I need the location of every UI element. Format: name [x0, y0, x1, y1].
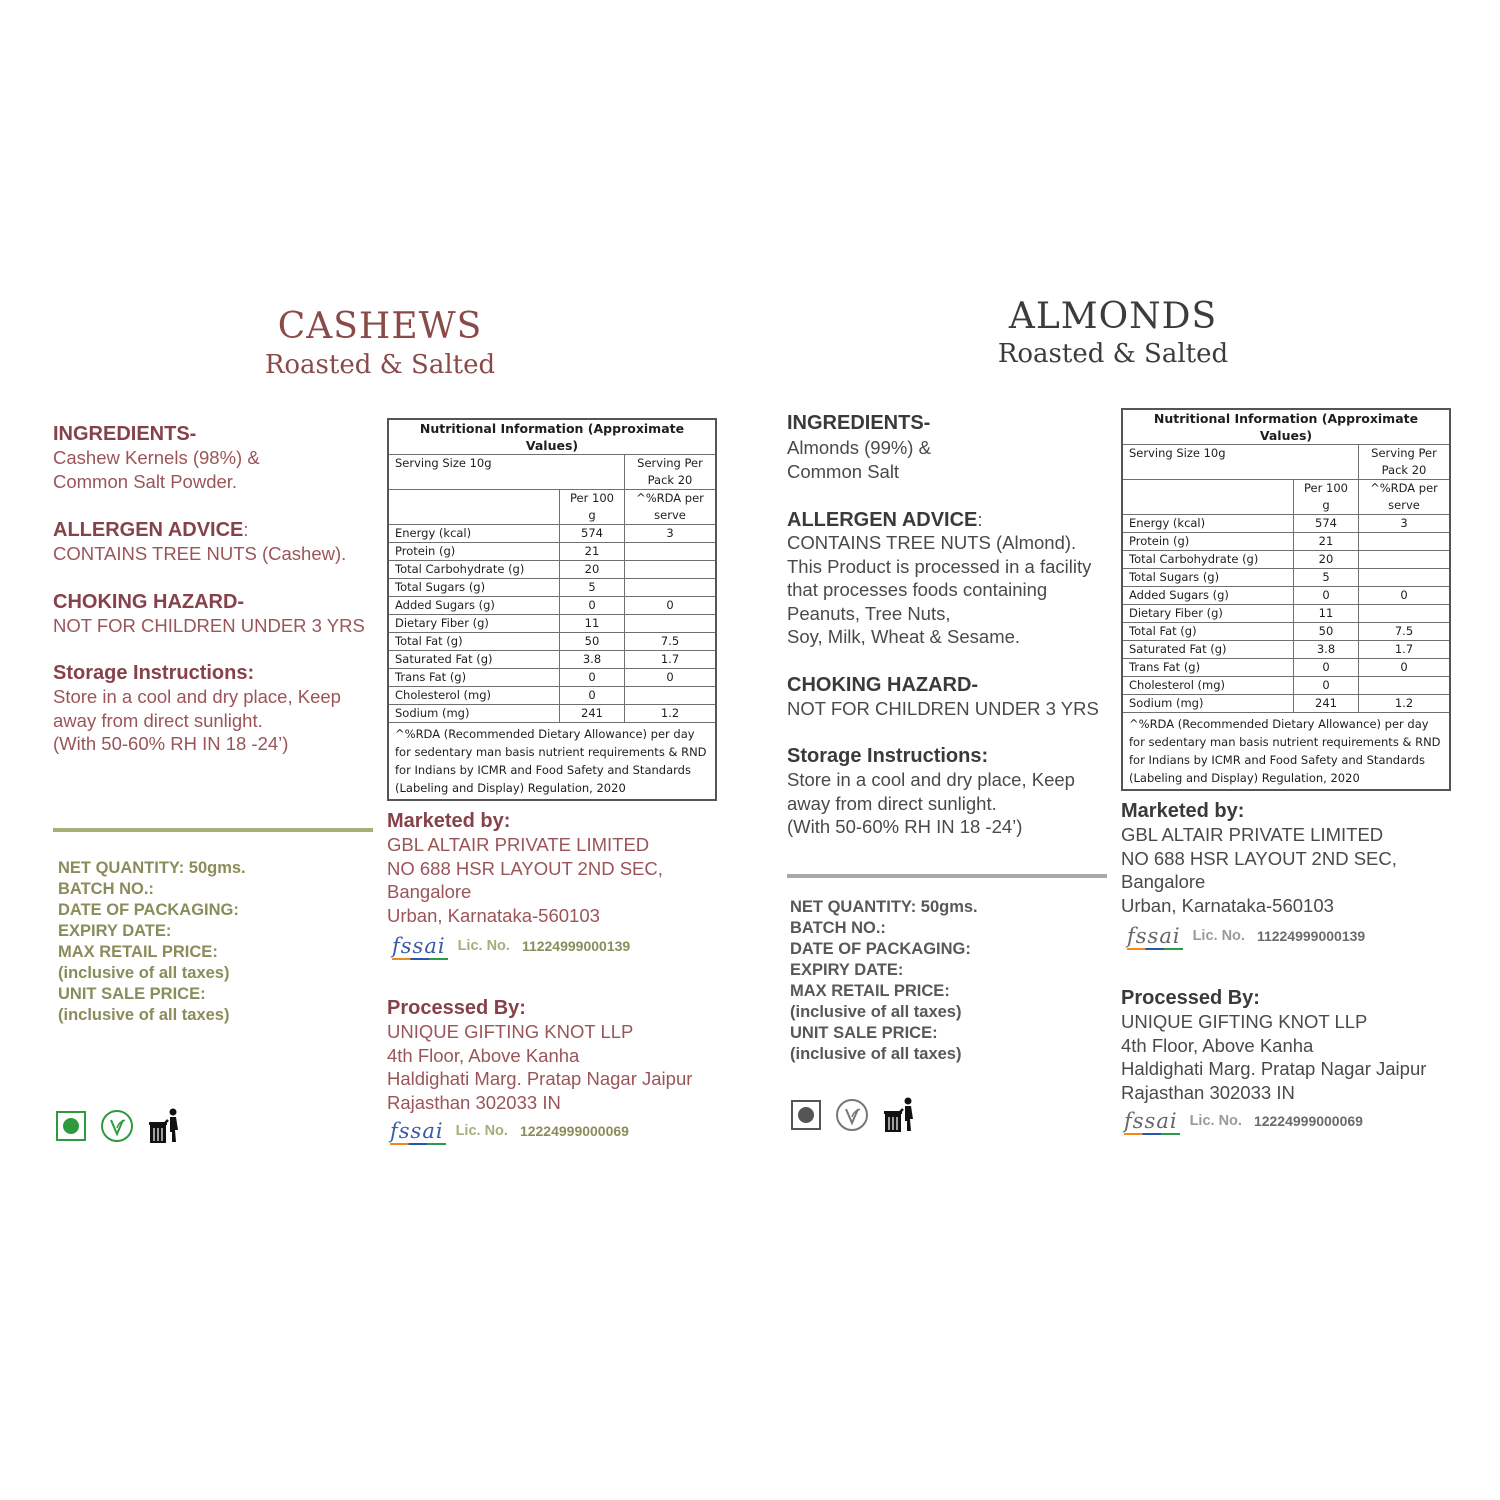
- expiry-date: EXPIRY DATE:: [790, 961, 904, 979]
- cashews-divider: [53, 828, 373, 832]
- lic-label: Lic. No.: [1189, 1113, 1242, 1129]
- almonds-title: ALMONDS: [1008, 296, 1218, 337]
- table-row: [388, 615, 716, 633]
- serving-per-pack: Serving Per Pack 20: [625, 455, 717, 490]
- per100-value: 0: [560, 669, 625, 687]
- almonds-storage: [787, 768, 1075, 839]
- nutrition-footnote: ^%RDA (Recommended Dietary Allowance) per day for sedentary man basis nutrient requirements & RND for Indians by ICMR and Food Safety and Standards (Labeling and Display) Regulation, 2020: [1122, 713, 1450, 791]
- fssai-logo: fssai: [1127, 924, 1181, 948]
- per100-value: 21: [560, 543, 625, 561]
- allergen-line: Peanuts, Tree Nuts,: [787, 602, 951, 624]
- table-row: [1122, 659, 1450, 677]
- table-row: [388, 705, 716, 723]
- nutrient-name: Cholesterol (mg): [1122, 677, 1294, 695]
- almonds-processed-heading: Processed By:: [1121, 987, 1260, 1009]
- nutrient-name: Added Sugars (g): [1122, 587, 1294, 605]
- almonds-ingredients: [787, 436, 931, 483]
- rda-value: 3: [625, 525, 717, 543]
- nutrition-title: Nutritional Information (Approximate Values): [1122, 409, 1450, 445]
- per100-value: 574: [560, 525, 625, 543]
- nutrient-name: Added Sugars (g): [388, 597, 560, 615]
- nutrient-name: Total Fat (g): [1122, 623, 1294, 641]
- address-line: Rajasthan 302033 IN: [1121, 1081, 1295, 1103]
- allergen-heading-text: ALLERGEN ADVICE: [53, 519, 244, 541]
- rda-value: [1359, 533, 1451, 551]
- nutrient-name: Dietary Fiber (g): [1122, 605, 1294, 623]
- almonds-allergen: [787, 531, 1091, 649]
- inclusive-taxes: (inclusive of all taxes): [790, 1003, 962, 1021]
- table-row: [1122, 515, 1450, 533]
- address-line: Urban, Karnataka-560103: [1121, 894, 1334, 916]
- almonds-marketed-license: [1127, 924, 1365, 948]
- almonds-choking-heading: CHOKING HAZARD-: [787, 674, 979, 696]
- nutrient-name: Saturated Fat (g): [1122, 641, 1294, 659]
- storage-line: (With 50-60% RH IN 18 -24’): [53, 733, 289, 754]
- rda-value: 3: [1359, 515, 1451, 533]
- address-line: NO 688 HSR LAYOUT 2ND SEC,: [1121, 847, 1397, 869]
- rda-value: 0: [625, 597, 717, 615]
- cashews-icons: [56, 1108, 182, 1144]
- almonds-storage-heading: Storage Instructions:: [787, 745, 989, 767]
- rda-value: [625, 543, 717, 561]
- serving-size: Serving Size 10g: [388, 455, 625, 490]
- per100-value: 3.8: [1294, 641, 1359, 659]
- cashews-processed-heading: Processed By:: [387, 997, 526, 1019]
- net-quantity: NET QUANTITY: 50gms.: [790, 898, 978, 916]
- ingredient-line: Cashew Kernels (98%) &: [53, 447, 260, 468]
- allergen-line: CONTAINS TREE NUTS (Almond).: [787, 532, 1077, 553]
- table-row: [388, 651, 716, 669]
- address-line: UNIQUE GIFTING KNOT LLP: [1121, 1011, 1368, 1032]
- allergen-line: that processes foods containing: [787, 579, 1048, 600]
- rda-value: 1.2: [625, 705, 717, 723]
- per100-value: 3.8: [560, 651, 625, 669]
- per100-value: 0: [1294, 587, 1359, 605]
- nutrient-name: Cholesterol (mg): [388, 687, 560, 705]
- cashews-marketed-heading: Marketed by:: [387, 810, 511, 832]
- rda-value: [625, 615, 717, 633]
- inclusive-taxes: (inclusive of all taxes): [790, 1045, 962, 1063]
- almonds-ingredients-heading: INGREDIENTS-: [787, 412, 931, 434]
- vegan-leaf-icon: [100, 1109, 134, 1143]
- rda-value: [1359, 605, 1451, 623]
- table-row: [1122, 695, 1450, 713]
- per100-value: 241: [1294, 695, 1359, 713]
- lic-number: 11224999000139: [1256, 928, 1366, 944]
- cashews-subtitle: Roasted & Salted: [264, 350, 496, 380]
- table-row: [1122, 533, 1450, 551]
- rda-value: [1359, 569, 1451, 587]
- batch-no: BATCH NO.:: [790, 919, 886, 937]
- nutrient-name: Protein (g): [388, 543, 560, 561]
- address-line: Rajasthan 302033 IN: [387, 1091, 561, 1113]
- nutrient-name: Sodium (mg): [388, 705, 560, 723]
- rda-value: 0: [1359, 659, 1451, 677]
- cashews-net-block: [58, 858, 246, 1026]
- per100-value: 0: [1294, 677, 1359, 695]
- almonds-allergen-heading: [787, 508, 983, 532]
- expiry-date: EXPIRY DATE:: [58, 922, 172, 940]
- nutrient-name: Total Carbohydrate (g): [388, 561, 560, 579]
- rda-value: 1.7: [625, 651, 717, 669]
- cashews-storage-heading: Storage Instructions:: [53, 662, 255, 684]
- rda-value: 0: [625, 669, 717, 687]
- per100-value: 21: [1294, 533, 1359, 551]
- nutrient-name: Energy (kcal): [1122, 515, 1294, 533]
- nutrient-name: Trans Fat (g): [1122, 659, 1294, 677]
- fssai-logo: fssai: [392, 934, 446, 958]
- rda-value: 1.7: [1359, 641, 1451, 659]
- per100-value: 11: [1294, 605, 1359, 623]
- address-line: 4th Floor, Above Kanha: [1121, 1034, 1314, 1056]
- vegan-leaf-icon: [835, 1098, 869, 1132]
- nutrient-name: Dietary Fiber (g): [388, 615, 560, 633]
- nutrient-name: Total Carbohydrate (g): [1122, 551, 1294, 569]
- ingredient-line: Common Salt: [787, 460, 900, 482]
- table-row: [388, 633, 716, 651]
- rda-value: [1359, 677, 1451, 695]
- table-row: [1122, 623, 1450, 641]
- allergen-heading-text: ALLERGEN ADVICE: [787, 509, 978, 531]
- per100-value: 20: [1294, 551, 1359, 569]
- fssai-logo: fssai: [1124, 1109, 1178, 1133]
- allergen-line: This Product is processed in a facility: [787, 555, 1092, 577]
- inclusive-taxes: (inclusive of all taxes): [58, 964, 230, 982]
- almonds-choking: NOT FOR CHILDREN UNDER 3 YRS: [787, 698, 1099, 719]
- storage-line: away from direct sunlight.: [53, 709, 263, 731]
- table-row: [1122, 605, 1450, 623]
- rda-value: 0: [1359, 587, 1451, 605]
- almonds-icons: [791, 1097, 917, 1133]
- nutrient-name: Protein (g): [1122, 533, 1294, 551]
- almonds-processed-license: [1124, 1109, 1363, 1133]
- lic-label: Lic. No.: [457, 938, 510, 954]
- table-row: [1122, 551, 1450, 569]
- almonds-processed: [1121, 1010, 1426, 1104]
- address-line: Urban, Karnataka-560103: [387, 904, 600, 926]
- nutrient-name: Saturated Fat (g): [388, 651, 560, 669]
- allergen-colon: :: [243, 519, 249, 540]
- serving-per-pack: Serving Per Pack 20: [1359, 445, 1451, 480]
- date-of-packaging: DATE OF PACKAGING:: [58, 901, 239, 919]
- per100-value: 0: [1294, 659, 1359, 677]
- storage-line: away from direct sunlight.: [787, 792, 997, 814]
- cashews-ingredients-heading: INGREDIENTS-: [53, 423, 197, 445]
- nutrient-name: Total Sugars (g): [388, 579, 560, 597]
- table-row: [1122, 587, 1450, 605]
- nutrient-name: Total Sugars (g): [1122, 569, 1294, 587]
- table-row: [388, 687, 716, 705]
- lic-label: Lic. No.: [1192, 928, 1245, 944]
- allergen-colon: :: [977, 509, 983, 530]
- veg-mark-icon: [791, 1100, 821, 1130]
- nutrient-name: Total Fat (g): [388, 633, 560, 651]
- cashews-choking: NOT FOR CHILDREN UNDER 3 YRS: [53, 615, 365, 636]
- blank-header-cell: [1122, 480, 1294, 515]
- address-line: NO 688 HSR LAYOUT 2ND SEC,: [387, 857, 663, 879]
- allergen-line: Soy, Milk, Wheat & Sesame.: [787, 626, 1021, 647]
- rda-value: [625, 687, 717, 705]
- lic-number: 12224999000069: [1253, 1113, 1363, 1129]
- nutrient-name: Trans Fat (g): [388, 669, 560, 687]
- address-line: Bangalore: [1121, 871, 1206, 892]
- almonds-net-block: [790, 897, 978, 1065]
- cashews-marketed: [387, 833, 663, 927]
- table-row: [388, 579, 716, 597]
- dispose-bin-icon: [883, 1097, 917, 1133]
- nutrition-rows: [388, 525, 716, 723]
- table-row: [388, 561, 716, 579]
- cashews-choking-heading: CHOKING HAZARD-: [53, 591, 245, 613]
- lic-label: Lic. No.: [455, 1123, 508, 1139]
- col-rda: ^%RDA per serve: [1359, 480, 1451, 515]
- cashews-title: CASHEWS: [277, 306, 483, 347]
- table-row: [1122, 641, 1450, 659]
- inclusive-taxes: (inclusive of all taxes): [58, 1006, 230, 1024]
- address-line: UNIQUE GIFTING KNOT LLP: [387, 1021, 634, 1042]
- cashews-nutrition-table: [387, 418, 717, 801]
- table-row: [1122, 677, 1450, 695]
- dispose-bin-icon: [148, 1108, 182, 1144]
- almonds-nutrition-table: [1121, 408, 1451, 791]
- cashews-storage: [53, 685, 341, 756]
- nutrition-footnote: ^%RDA (Recommended Dietary Allowance) per day for sedentary man basis nutrient requirements & RND for Indians by ICMR and Food Safety and Standards (Labeling and Display) Regulation, 2020: [388, 723, 716, 801]
- nutrition-title: Nutritional Information (Approximate Values): [388, 419, 716, 455]
- table-row: [388, 525, 716, 543]
- address-line: GBL ALTAIR PRIVATE LIMITED: [1121, 824, 1384, 845]
- almonds-marketed: [1121, 823, 1397, 917]
- storage-line: (With 50-60% RH IN 18 -24’): [787, 816, 1023, 837]
- lic-number: 11224999000139: [521, 938, 631, 954]
- per100-value: 50: [1294, 623, 1359, 641]
- nutrient-name: Sodium (mg): [1122, 695, 1294, 713]
- storage-line: Store in a cool and dry place, Keep: [787, 769, 1075, 790]
- almonds-marketed-heading: Marketed by:: [1121, 800, 1245, 822]
- rda-value: 7.5: [625, 633, 717, 651]
- nutrition-rows: [1122, 515, 1450, 713]
- date-of-packaging: DATE OF PACKAGING:: [790, 940, 971, 958]
- unit-sale-price: UNIT SALE PRICE:: [58, 985, 206, 1003]
- per100-value: 5: [560, 579, 625, 597]
- per100-value: 11: [560, 615, 625, 633]
- unit-sale-price: UNIT SALE PRICE:: [790, 1024, 938, 1042]
- rda-value: [625, 579, 717, 597]
- per100-value: 20: [560, 561, 625, 579]
- per100-value: 574: [1294, 515, 1359, 533]
- rda-value: [625, 561, 717, 579]
- cashews-allergen: CONTAINS TREE NUTS (Cashew).: [53, 543, 347, 564]
- max-retail-price: MAX RETAIL PRICE:: [790, 982, 950, 1000]
- address-line: Bangalore: [387, 881, 472, 902]
- storage-line: Store in a cool and dry place, Keep: [53, 686, 341, 707]
- per100-value: 50: [560, 633, 625, 651]
- net-quantity: NET QUANTITY: 50gms.: [58, 859, 246, 877]
- table-row: [388, 669, 716, 687]
- max-retail-price: MAX RETAIL PRICE:: [58, 943, 218, 961]
- table-row: [388, 597, 716, 615]
- cashews-processed: [387, 1020, 692, 1114]
- col-per100: Per 100 g: [1294, 480, 1359, 515]
- lic-number: 12224999000069: [519, 1123, 629, 1139]
- fssai-logo: fssai: [390, 1119, 444, 1143]
- blank-header-cell: [388, 490, 560, 525]
- nutrient-name: Energy (kcal): [388, 525, 560, 543]
- cashews-allergen-heading: [53, 518, 249, 542]
- batch-no: BATCH NO.:: [58, 880, 154, 898]
- address-line: Haldighati Marg. Pratap Nagar Jaipur: [387, 1068, 693, 1089]
- ingredient-line: Common Salt Powder.: [53, 470, 238, 492]
- almonds-divider: [787, 874, 1107, 878]
- cashews-ingredients: [53, 446, 260, 493]
- almonds-subtitle: Roasted & Salted: [997, 339, 1229, 369]
- address-line: Haldighati Marg. Pratap Nagar Jaipur: [1121, 1058, 1427, 1079]
- address-line: 4th Floor, Above Kanha: [387, 1044, 580, 1066]
- per100-value: 5: [1294, 569, 1359, 587]
- col-per100: Per 100 g: [560, 490, 625, 525]
- veg-mark-icon: [56, 1111, 86, 1141]
- ingredient-line: Almonds (99%) &: [787, 437, 931, 458]
- rda-value: 1.2: [1359, 695, 1451, 713]
- per100-value: 241: [560, 705, 625, 723]
- table-row: [1122, 569, 1450, 587]
- col-rda: ^%RDA per serve: [625, 490, 717, 525]
- per100-value: 0: [560, 687, 625, 705]
- address-line: GBL ALTAIR PRIVATE LIMITED: [387, 834, 650, 855]
- rda-value: [1359, 551, 1451, 569]
- table-row: [388, 543, 716, 561]
- serving-size: Serving Size 10g: [1122, 445, 1359, 480]
- rda-value: 7.5: [1359, 623, 1451, 641]
- cashews-marketed-license: [392, 934, 630, 958]
- per100-value: 0: [560, 597, 625, 615]
- cashews-processed-license: [390, 1119, 629, 1143]
